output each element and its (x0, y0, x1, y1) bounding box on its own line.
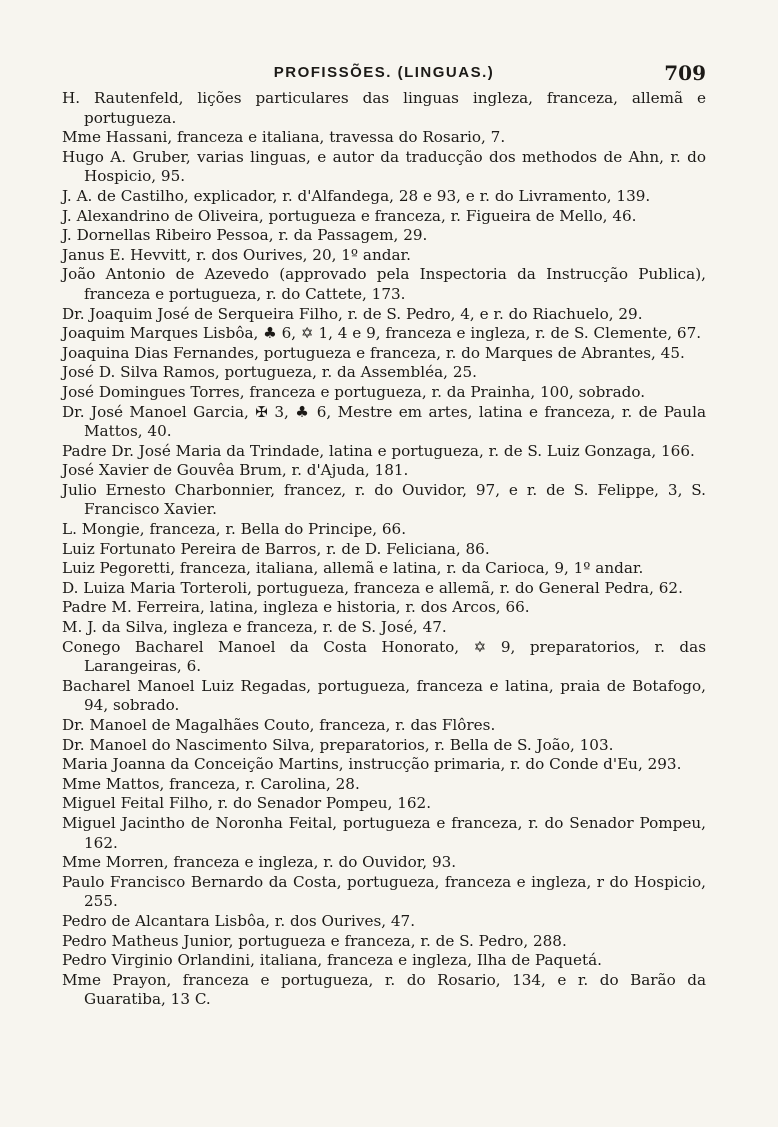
list-item: J. Alexandrino de Oliveira, portugueza e franceza, r. Figueira de Mello, 46. (62, 206, 637, 225)
list-item: Pedro de Alcantara Lisbôa, r. dos Ourives, 47. (62, 911, 416, 930)
list-item: Dr. José Manoel Garcia, ✠ 3, ♣ 6, Mestre em artes, latina e franceza, r. de Paula Mattos, 40. (62, 402, 706, 441)
list-item: Luiz Fortunato Pereira de Barros, r. de D. Feliciana, 86. (62, 539, 490, 558)
list-item: M. J. da Silva, ingleza e franceza, r. de S. José, 47. (62, 618, 447, 637)
list-item: Paulo Francisco Bernardo da Costa, portugueza, franceza e ingleza, r do Hospicio, 255. (62, 872, 706, 911)
list-item: José D. Silva Ramos, portugueza, r. da Assembléa, 25. (62, 363, 477, 382)
list-item: Hugo A. Gruber, varias linguas, e autor da traducção dos methodos de Ahn, r. do Hospicio, 95. (62, 147, 706, 186)
list-item: Mme Mattos, franceza, r. Carolina, 28. (62, 774, 360, 793)
list-item: L. Mongie, franceza, r. Bella do Principe, 66. (62, 520, 407, 539)
list-item: Janus E. Hevvitt, r. dos Ourives, 20, 1º andar. (62, 245, 411, 264)
list-item: Maria Joanna da Conceição Martins, instrucção primaria, r. do Conde d'Eu, 293. (62, 755, 682, 774)
list-item: Mme Morren, franceza e ingleza, r. do Ouvidor, 93. (62, 853, 457, 872)
page-title: PROFISSÕES. (LINGUAS.) (273, 64, 495, 81)
list-item: João Antonio de Azevedo (approvado pela Inspectoria da Instrucção Publica), franceza e portugueza, r. do Cattete, 173. (62, 265, 706, 303)
list-item: H. Rautenfeld, lições particulares das linguas ingleza, franceza, allemã e portugueza. (62, 89, 706, 127)
list-item: Luiz Pegoretti, franceza, italiana, allemã e latina, r. da Carioca, 9, 1º andar. (62, 559, 644, 578)
list-item: Dr. Manoel de Magalhães Couto, franceza, r. das Flôres. (62, 716, 496, 734)
list-item: Joaquim Marques Lisbôa, ♣ 6, ✡ 1, 4 e 9, franceza e ingleza, r. de S. Clemente, 67. (62, 324, 702, 343)
list-item: Padre M. Ferreira, latina, ingleza e historia, r. dos Arcos, 66. (62, 598, 530, 617)
list-item: Conego Bacharel Manoel da Costa Honorato, ✡ 9, preparatorios, r. das Larangeiras, 6. (62, 637, 706, 676)
list-item: Miguel Jacintho de Noronha Feital, portugueza e franceza, r. do Senador Pompeu, 162. (62, 813, 706, 852)
page-number: 709 (664, 61, 706, 85)
list-item: Pedro Matheus Junior, portugueza e franceza, r. de S. Pedro, 288. (62, 931, 567, 950)
list-item: J. Dornellas Ribeiro Pessoa, r. da Passagem, 29. (62, 226, 428, 245)
list-item: Mme Prayon, franceza e portugueza, r. do Rosario, 134, e r. do Barão da Guaratiba, 13 C. (62, 970, 706, 1009)
list-item: D. Luiza Maria Torteroli, portugueza, franceza e allemã, r. do General Pedra, 62. (62, 578, 683, 597)
list-item: J. A. de Castilho, explicador, r. d'Alfandega, 28 e 93, e r. do Livramento, 139. (62, 186, 651, 205)
list-item: Pedro Virginio Orlandini, italiana, franceza e ingleza, Ilha de Paquetá. (62, 951, 602, 970)
list-item: Padre Dr. José Maria da Trindade, latina e portugueza, r. de S. Luiz Gonzaga, 166. (62, 441, 695, 460)
list-item: Mme Hassani, franceza e italiana, travessa do Rosario, 7. (62, 128, 506, 147)
list-item: Joaquina Dias Fernandes, portugueza e franceza, r. do Marques de Abrantes, 45. (62, 343, 685, 362)
list-item: José Xavier de Gouvêa Brum, r. d'Ajuda, 181. (62, 461, 409, 480)
list-item: Dr. Manoel do Nascimento Silva, preparatorios, r. Bella de S. João, 103. (62, 735, 614, 754)
list-item: Julio Ernesto Charbonnier, francez, r. do Ouvidor, 97, e r. de S. Felippe, 3, S. Francisco Xavier. (62, 480, 706, 519)
list-item: Dr. Joaquim José de Serqueira Filho, r. de S. Pedro, 4, e r. do Riachuelo, 29. (62, 304, 643, 323)
list-item: Miguel Feital Filho, r. do Senador Pompeu, 162. (62, 794, 432, 813)
list-item: José Domingues Torres, franceza e portugueza, r. da Prainha, 100, sobrado. (62, 382, 646, 401)
list-item: Bacharel Manoel Luiz Regadas, portugueza, franceza e latina, praia de Botafogo, 94, sobrado. (62, 676, 706, 715)
page-header (62, 58, 706, 88)
entry-list (62, 89, 706, 1010)
